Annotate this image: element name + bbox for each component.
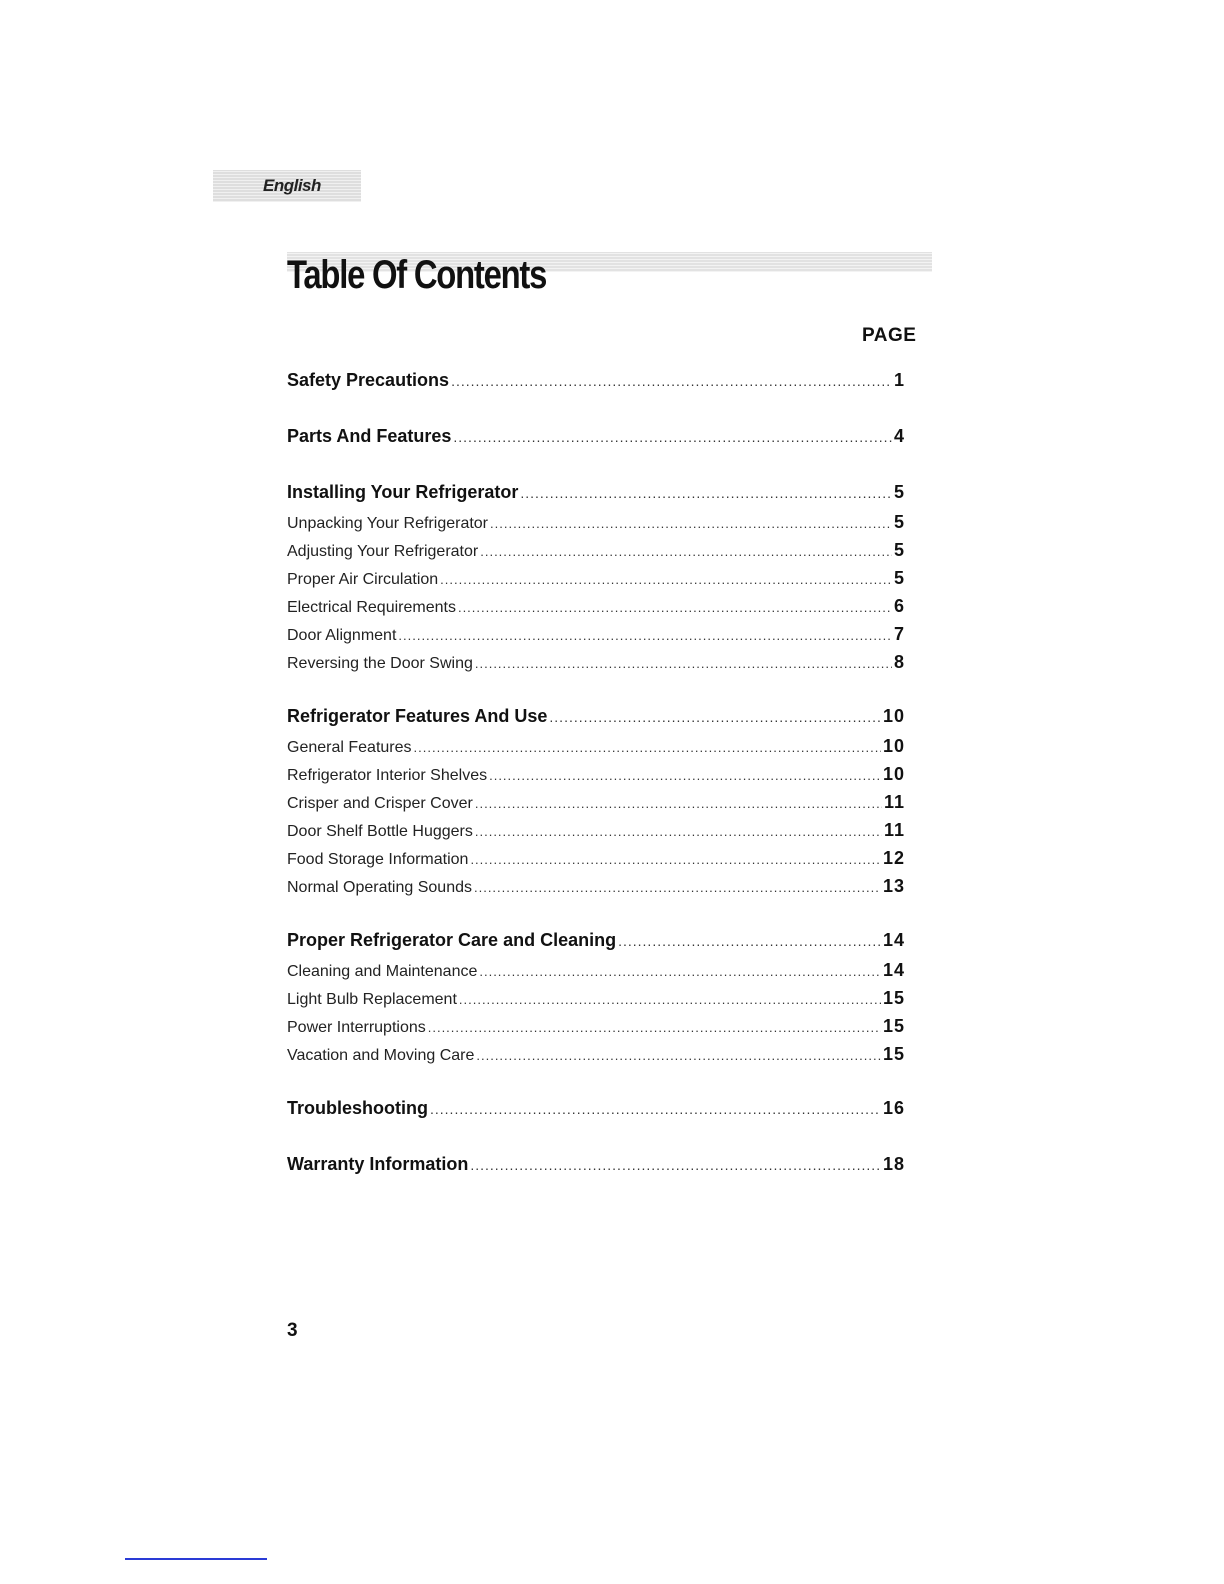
toc-section-title: Refrigerator Features And Use xyxy=(287,706,548,726)
dot-leader xyxy=(475,818,882,844)
toc-page-number: 12 xyxy=(882,848,905,868)
toc-section-heading xyxy=(287,476,905,508)
dot-leader xyxy=(475,790,882,816)
toc-section xyxy=(287,364,905,396)
language-tab xyxy=(213,170,361,202)
dot-leader xyxy=(474,874,881,900)
toc-page-number: 15 xyxy=(882,1044,905,1064)
toc-section-heading xyxy=(287,700,905,732)
toc-page-number: 4 xyxy=(893,426,905,446)
toc-section xyxy=(287,1148,905,1180)
toc-entry-label: Normal Operating Sounds xyxy=(287,879,472,896)
toc-entry xyxy=(287,536,905,564)
toc-page-number: 7 xyxy=(893,624,905,644)
toc-section-heading xyxy=(287,924,905,956)
table-of-contents xyxy=(287,364,905,1180)
toc-page-number: 5 xyxy=(893,512,905,532)
toc-entry-label: General Features xyxy=(287,739,412,756)
toc-entry xyxy=(287,592,905,620)
toc-page-number: 10 xyxy=(882,736,905,756)
section-gap xyxy=(287,1124,905,1148)
toc-entry-label: Vacation and Moving Care xyxy=(287,1047,475,1064)
toc-section xyxy=(287,700,905,900)
toc-page-number: 16 xyxy=(882,1098,905,1118)
toc-entry-label: Door Alignment xyxy=(287,627,397,644)
toc-entry-label: Light Bulb Replacement xyxy=(287,991,457,1008)
toc-page-number: 8 xyxy=(893,652,905,672)
page-number: 3 xyxy=(287,1320,298,1341)
toc-page-number: 11 xyxy=(883,820,905,840)
toc-entry-label: Refrigerator Interior Shelves xyxy=(287,767,488,784)
toc-entry-label: Cleaning and Maintenance xyxy=(287,963,478,980)
dot-leader xyxy=(470,1149,881,1180)
toc-entry-label: Crisper and Crisper Cover xyxy=(287,795,473,812)
toc-entry-label: Food Storage Information xyxy=(287,851,469,868)
dot-leader xyxy=(618,925,881,956)
toc-section-heading xyxy=(287,420,905,452)
dot-leader xyxy=(479,958,881,984)
dot-leader xyxy=(453,421,892,452)
toc-section-title: Proper Refrigerator Care and Cleaning xyxy=(287,930,617,950)
toc-entry xyxy=(287,1012,905,1040)
toc-entry-label: Proper Air Circulation xyxy=(287,571,439,588)
toc-section xyxy=(287,924,905,1068)
section-gap xyxy=(287,1068,905,1092)
toc-section-heading xyxy=(287,1092,905,1124)
dot-leader xyxy=(470,846,881,872)
dot-leader xyxy=(398,622,892,648)
toc-entry-label: Reversing the Door Swing xyxy=(287,655,473,672)
toc-page-number: 1 xyxy=(893,370,905,390)
dot-leader xyxy=(520,477,892,508)
toc-section-title: Installing Your Refrigerator xyxy=(287,482,519,502)
toc-page-number: 10 xyxy=(882,764,905,784)
toc-entry xyxy=(287,984,905,1012)
section-gap xyxy=(287,900,905,924)
toc-section xyxy=(287,420,905,452)
toc-entry-label: Unpacking Your Refrigerator xyxy=(287,515,489,532)
dot-leader xyxy=(430,1093,881,1124)
toc-section xyxy=(287,1092,905,1124)
section-gap xyxy=(287,452,905,476)
toc-page-number: 15 xyxy=(882,1016,905,1036)
toc-page-number: 14 xyxy=(882,960,905,980)
dot-leader xyxy=(490,510,892,536)
dot-leader xyxy=(458,594,892,620)
dot-leader xyxy=(440,566,892,592)
toc-entry-label: Power Interruptions xyxy=(287,1019,426,1036)
dot-leader xyxy=(476,1042,881,1068)
section-gap xyxy=(287,676,905,700)
page-column-header: PAGE xyxy=(862,325,917,346)
toc-section-title: Safety Precautions xyxy=(287,370,450,390)
toc-entry xyxy=(287,816,905,844)
dot-leader xyxy=(489,762,881,788)
dot-leader xyxy=(451,365,892,396)
toc-entry-label: Adjusting Your Refrigerator xyxy=(287,543,479,560)
bottom-rule xyxy=(125,1558,267,1560)
language-tab-label: English xyxy=(263,176,321,195)
toc-page-number: 5 xyxy=(893,540,905,560)
toc-entry xyxy=(287,508,905,536)
toc-entry-label: Electrical Requirements xyxy=(287,599,456,616)
dot-leader xyxy=(549,701,881,732)
page-title: Table Of Contents xyxy=(287,253,547,297)
toc-entry xyxy=(287,620,905,648)
toc-section-heading xyxy=(287,1148,905,1180)
toc-page-number: 11 xyxy=(883,792,905,812)
dot-leader xyxy=(480,538,892,564)
toc-page-number: 10 xyxy=(882,706,905,726)
toc-page-number: 5 xyxy=(893,568,905,588)
toc-entry-label: Door Shelf Bottle Huggers xyxy=(287,823,473,840)
toc-entry xyxy=(287,788,905,816)
toc-section-title: Parts And Features xyxy=(287,426,452,446)
toc-entry xyxy=(287,844,905,872)
toc-page-number: 18 xyxy=(882,1154,905,1174)
toc-section-title: Troubleshooting xyxy=(287,1098,428,1118)
dot-leader xyxy=(459,986,881,1012)
dot-leader xyxy=(475,650,892,676)
toc-section-title: Warranty Information xyxy=(287,1154,469,1174)
toc-entry xyxy=(287,760,905,788)
toc-entry xyxy=(287,564,905,592)
section-gap xyxy=(287,396,905,420)
toc-entry xyxy=(287,1040,905,1068)
toc-entry xyxy=(287,872,905,900)
toc-entry xyxy=(287,956,905,984)
toc-entry xyxy=(287,732,905,760)
toc-section xyxy=(287,476,905,676)
toc-section-heading xyxy=(287,364,905,396)
toc-page-number: 6 xyxy=(893,596,905,616)
dot-leader xyxy=(428,1014,881,1040)
toc-page-number: 14 xyxy=(882,930,905,950)
toc-entry xyxy=(287,648,905,676)
toc-page-number: 15 xyxy=(882,988,905,1008)
toc-page-number: 13 xyxy=(882,876,905,896)
dot-leader xyxy=(414,734,881,760)
toc-page-number: 5 xyxy=(893,482,905,502)
